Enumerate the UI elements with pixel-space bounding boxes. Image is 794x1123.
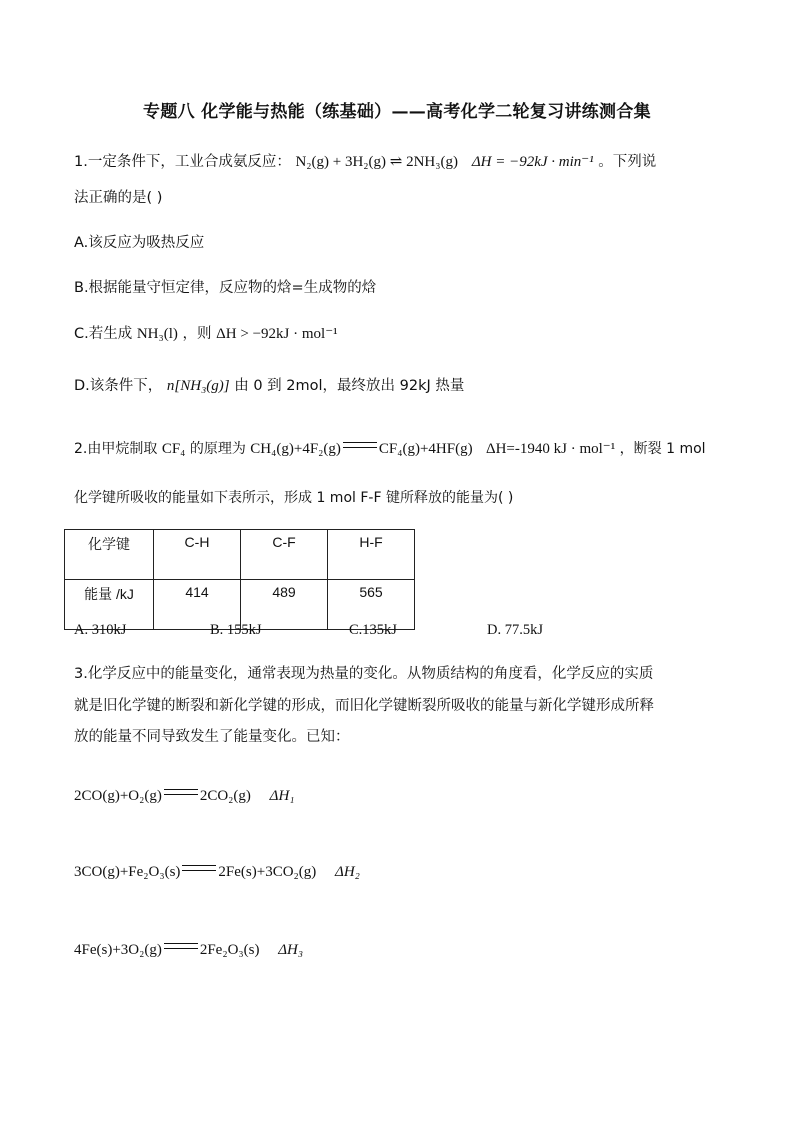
table-cell: C-F [241,530,328,580]
q3-equation-2 [74,862,734,882]
eq3-enthalpy: ΔH₃ [278,942,304,958]
q2-stem-b: 的原理为 [189,441,246,457]
q1-option-d-amount: n[NH₃(g)] [166,378,230,394]
q1-option-a: A.该反应为吸热反应 [74,235,205,251]
q1-option-c [74,324,734,344]
q2-option-c: C.135kJ [349,622,397,638]
q3-line3: 放的能量不同导致发生了能量变化。已知： [74,729,350,745]
equals-arrow-icon [164,789,198,795]
q3-equation-1 [74,786,734,806]
table-cell: 565 [328,580,415,630]
q1-option-d-prefix: D.该条件下， [74,378,163,394]
table-cell: 489 [241,580,328,630]
q1-stem-text: 1.一定条件下，工业合成氨反应： [74,154,291,170]
page-title: 专题八 化学能与热能（练基础）——高考化学二轮复习讲练测合集 [143,102,651,122]
q1-option-c-species: NH₃(l) [136,326,178,342]
table-cell: 414 [154,580,241,630]
table-cell: H-F [328,530,415,580]
eq3-left: 4Fe(s)+3O₂(g) [74,942,162,958]
q1-stem-line1 [74,152,734,172]
bond-energy-table [64,529,415,630]
q1-stem-line2: 法正确的是( ) [74,190,163,206]
eq2-left: 3CO(g)+Fe₂O₃(s) [74,864,181,880]
q2-cf4: CF₄ [161,441,186,457]
q1-option-c-enthalpy: ΔH > −92kJ · mol⁻¹ [216,326,338,342]
equals-arrow-icon [343,442,377,448]
q1-reaction: N₂(g) + 3H₂(g) ⇌ 2NH₃(g) [295,154,458,170]
q3-line1: 3.化学反应中的能量变化，通常表现为热量的变化。从物质结构的角度看，化学反应的实质 [74,666,654,682]
eq2-enthalpy: ΔH₂ [335,864,360,880]
q2-stem-a: 2.由甲烷制取 [74,441,158,457]
q2-option-d: D. 77.5kJ [487,622,543,638]
q3-equation-3 [74,940,734,960]
eq1-left: 2CO(g)+O₂(g) [74,788,162,804]
q2-stem-line1 [74,439,734,459]
table-cell: 化学键 [65,530,154,580]
q2-reaction-right: CF₄(g)+4HF(g) [378,441,473,457]
q1-option-c-prefix: C.若生成 [74,326,133,342]
table-header-row [65,530,415,580]
q2-reaction-left: CH₄(g)+4F₂(g) [250,441,341,457]
eq1-enthalpy: ΔH₁ [269,788,295,804]
q2-option-b: B. 155kJ [210,622,262,638]
q2-enthalpy: ΔH=-1940 kJ · mol⁻¹ [485,441,616,457]
table-cell: 能量 /kJ [65,580,154,630]
q1-option-c-mid: ，则 [182,326,212,342]
equals-arrow-icon [182,865,216,871]
q1-option-d-text: 由 0 到 2mol，最终放出 92kJ 热量 [234,378,465,394]
q2-option-a: A. 310kJ [74,622,127,638]
q1-option-d [74,376,734,396]
q1-option-b: B.根据能量守恒定律，反应物的焓=生成物的焓 [74,280,377,296]
q1-enthalpy: ΔH = −92kJ · min⁻¹ [471,154,594,170]
q2-stem-line2: 化学键所吸收的能量如下表所示，形成 1 mol F-F 键所释放的能量为( ) [74,490,514,506]
eq3-right: 2Fe₂O₃(s) [199,942,260,958]
q3-line2: 就是旧化学键的断裂和新化学键的形成，而旧化学键断裂所吸收的能量与新化学键形成所释 [74,698,654,714]
eq1-right: 2CO₂(g) [199,788,251,804]
q2-stem-c: ，断裂 1 mol [619,441,706,457]
q1-stem-text-b: 。下列说 [598,154,657,170]
equals-arrow-icon [164,943,198,949]
eq2-right: 2Fe(s)+3CO₂(g) [218,864,317,880]
table-cell: C-H [154,530,241,580]
